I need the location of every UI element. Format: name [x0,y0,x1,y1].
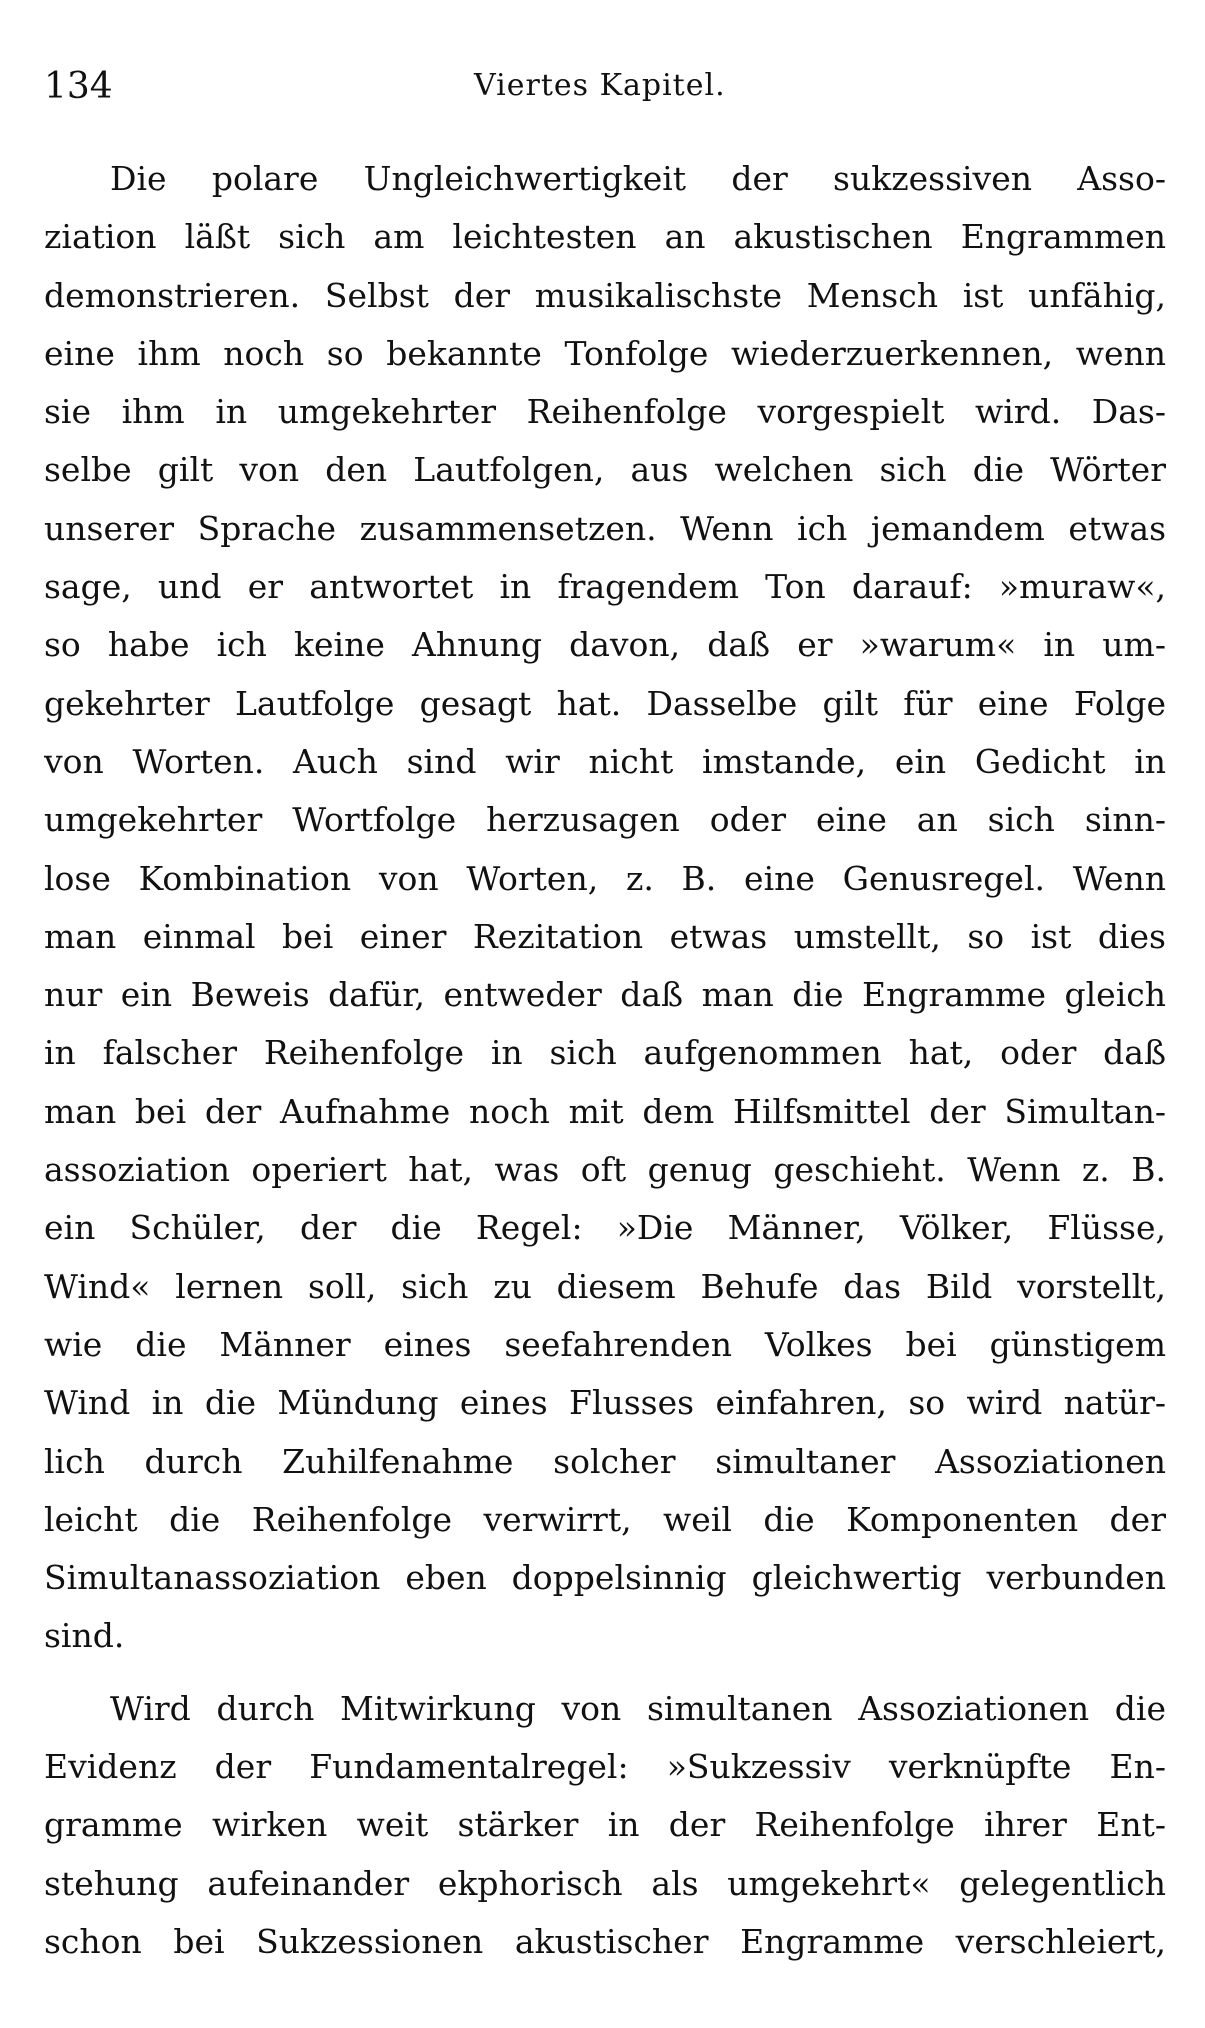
text-line: von Worten. Auch sind wir nicht imstande, ein Gedicht in [44,741,1166,781]
text-line: sind. [44,1616,125,1656]
text-line: gekehrter Lautfolge gesagt hat. Dasselbe gilt für eine Folge [44,683,1166,723]
page-header [44,66,1166,116]
text-line: ziation läßt sich am leichtesten an akustischen Engrammen [44,217,1166,257]
text-line: Simultanassoziation eben doppelsinnig gleichwertig verbunden [44,1558,1166,1598]
text-line: leicht die Reihenfolge verwirrt, weil die Komponenten der [44,1499,1166,1539]
body-text [44,150,1166,1971]
text-line: so habe ich keine Ahnung davon, daß er »warum« in um- [44,625,1166,665]
text-line: eine ihm noch so bekannte Tonfolge wiederzuerkennen, wenn [44,333,1166,373]
text-line: unserer Sprache zusammensetzen. Wenn ich jemandem etwas [44,508,1166,548]
text-line: man bei der Aufnahme noch mit dem Hilfsmittel der Simultan- [44,1091,1166,1131]
paragraph [44,1680,1166,1971]
text-line: Wird durch Mitwirkung von simultanen Assoziationen die [110,1688,1166,1728]
text-line: sie ihm in umgekehrter Reihenfolge vorgespielt wird. Das- [44,392,1166,432]
text-line: nur ein Beweis dafür, entweder daß man die Engramme gleich [44,975,1166,1015]
text-line: gramme wirken weit stärker in der Reihenfolge ihrer Ent- [44,1805,1166,1845]
text-line: stehung aufeinander ekphorisch als umgekehrt« gelegentlich [44,1863,1166,1903]
text-line: umgekehrter Wortfolge herzusagen oder eine an sich sinn- [44,800,1166,840]
text-line: Die polare Ungleichwertigkeit der sukzessiven Asso- [110,159,1166,198]
running-head: Viertes Kapitel. [474,68,726,103]
text-line: lich durch Zuhilfenahme solcher simultaner Assoziationen [44,1441,1166,1481]
text-line: wie die Männer eines seefahrenden Volkes bei günstigem [44,1324,1166,1364]
text-line: schon bei Sukzessionen akustischer Engramme verschleiert, [44,1921,1166,1961]
text-line: lose Kombination von Worten, z. B. eine Genusregel. Wenn [44,858,1166,898]
paragraph [44,150,1166,1666]
text-line: sage, und er antwortet in fragendem Ton darauf: »muraw«, [44,567,1166,607]
text-line: ein Schüler, der die Regel: »Die Männer, Völker, Flüsse, [44,1208,1166,1248]
text-line: Wind« lernen soll, sich zu diesem Behufe das Bild vorstellt, [44,1266,1166,1306]
text-line: in falscher Reihenfolge in sich aufgenommen hat, oder daß [44,1033,1166,1073]
text-line: assoziation operiert hat, was oft genug geschieht. Wenn z. B. [44,1150,1166,1190]
text-line: demonstrieren. Selbst der musikalischste Mensch ist unfähig, [44,275,1166,315]
paragraph-gap [44,1666,1166,1680]
page-number: 134 [44,66,113,107]
text-line: Evidenz der Fundamentalregel: »Sukzessiv verknüpfte En- [44,1747,1166,1787]
text-line: Wind in die Mündung eines Flusses einfahren, so wird natür- [44,1383,1166,1423]
text-line: man einmal bei einer Rezitation etwas umstellt, so ist dies [44,916,1166,956]
text-line: selbe gilt von den Lautfolgen, aus welchen sich die Wörter [44,450,1166,490]
